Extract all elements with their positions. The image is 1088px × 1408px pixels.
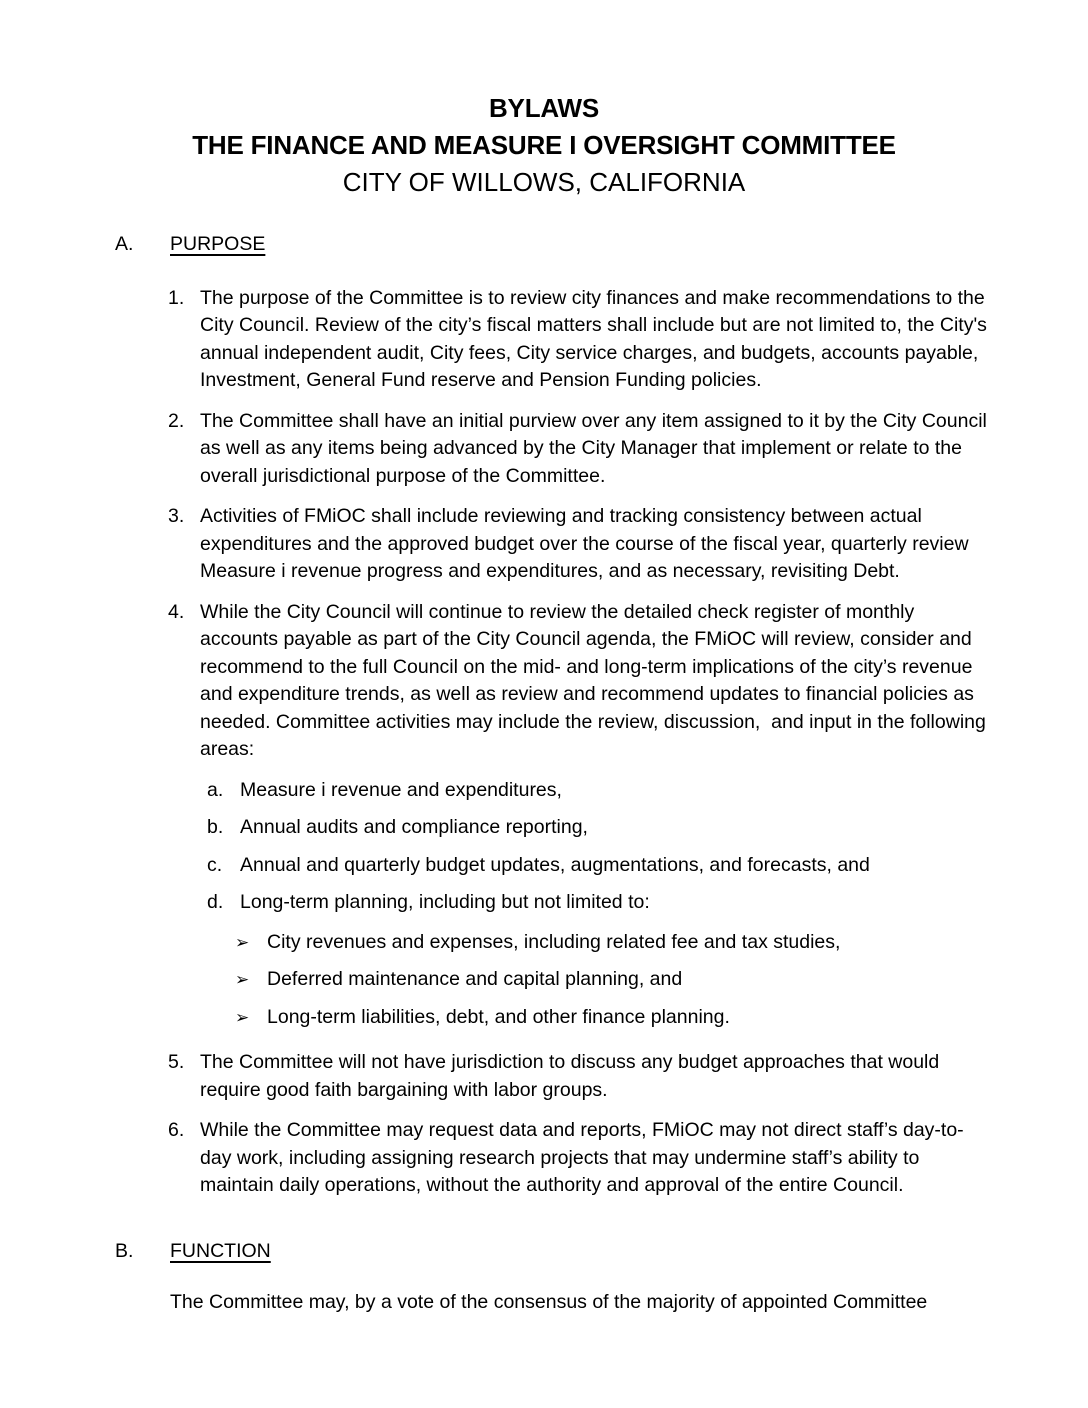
item-text: The purpose of the Committee is to review city finances and make recommendations to the City Council. Review of the city’s fiscal matters shall include but are not limited to, the City's annual independent audit, City fees, City service charges, and budgets, accounts payable, Investment, General Fund reserve and Pension Funding policies. [200, 286, 993, 391]
title-block [115, 90, 988, 201]
arrow-bullet-icon: ➢ [235, 970, 250, 989]
item-text: The Committee will not have jurisdiction to discuss any budget approaches that would require good faith bargaining with labor groups. [200, 1051, 945, 1101]
arrow-bullet-3 [235, 1004, 988, 1032]
alpha-item-d [207, 889, 988, 917]
arrow-bullet-icon: ➢ [235, 1007, 250, 1027]
arrow-bullet-list [115, 929, 988, 1032]
item-number: 4. [168, 600, 185, 623]
item-number: 1. [168, 286, 185, 309]
alpha-item-b [207, 814, 988, 842]
item-text: Activities of FMiOC shall include reviewing and tracking consistency between actual expenditures and the approved budget over the course of the fiscal year, quarterly review Measure i revenue progress and expenditures, and as necessary, revisiting Debt. [200, 505, 974, 582]
doc-subtitle: THE FINANCE AND MEASURE I OVERSIGHT COMMITTEE [192, 130, 896, 160]
item-text: Deferred maintenance and capital planning, and [267, 968, 683, 990]
arrow-bullet-1 [235, 929, 988, 957]
alpha-sublist [115, 777, 988, 917]
section-function [115, 1238, 988, 1317]
item-text: Annual and quarterly budget updates, augmentations, and forecasts, and [240, 853, 870, 876]
item-number: 3. [168, 505, 185, 527]
function-section-letter: B. [115, 1239, 134, 1262]
numbered-item-4 [168, 599, 992, 764]
numbered-item-1 [168, 285, 993, 395]
numbered-item-2 [168, 408, 993, 491]
purpose-heading-row [115, 231, 988, 259]
item-number: 5. [168, 1051, 185, 1073]
item-letter: b. [207, 816, 224, 838]
item-text: City revenues and expenses, including related fee and tax studies, [267, 930, 841, 953]
item-number: 6. [168, 1119, 185, 1141]
numbered-item-3 [168, 503, 988, 586]
doc-title: BYLAWS [488, 93, 600, 123]
item-text: While the Committee may request data and reports, FMiOC may not direct staff’s day-to-day work, including assigning research projects that may undermine staff’s ability to maintain daily operations, without the authority and approval of the entire Council. [200, 1119, 964, 1196]
arrow-bullet-icon: ➢ [235, 932, 250, 952]
item-letter: c. [207, 853, 223, 876]
alpha-item-a [207, 777, 988, 805]
item-text: Annual audits and compliance reporting, [240, 816, 588, 838]
item-letter: d. [207, 891, 224, 913]
numbered-item-5 [168, 1049, 988, 1104]
item-number: 2. [168, 409, 185, 432]
item-text: Long-term planning, including but not limited to: [240, 891, 650, 913]
section-purpose [115, 231, 993, 1200]
item-text: While the City Council will continue to review the detailed check register of monthly accounts payable as part of the City Council agenda, the FMiOC will review, consider and recommend to the full Council on the mid- and long-term implications of the city’s revenue and expenditure trends, as well as review and recommend updates to financial policies as needed. Committee activities may include the review, discussion, and input in the following areas: [200, 600, 992, 760]
item-letter: a. [207, 778, 224, 801]
item-text: The Committee shall have an initial purview over any item assigned to it by the City Council as well as any items being advanced by the City Manager that implement or relate to the overall jurisdictional purpose of the Committee. [200, 409, 993, 487]
purpose-section-title: PURPOSE [170, 233, 266, 255]
purpose-section-letter: A. [115, 233, 134, 255]
arrow-bullet-2 [235, 966, 988, 994]
function-paragraph: The Committee may, by a vote of the consensus of the majority of appointed Committee [170, 1291, 928, 1313]
alpha-item-c [207, 852, 988, 880]
function-section-title: FUNCTION [170, 1239, 271, 1262]
doc-location: CITY OF WILLOWS, CALIFORNIA [342, 167, 746, 197]
item-text: Long-term liabilities, debt, and other finance planning. [267, 1005, 730, 1028]
item-text: Measure i revenue and expenditures, [240, 778, 562, 801]
function-heading-row [115, 1238, 988, 1266]
numbered-item-6 [168, 1117, 988, 1200]
